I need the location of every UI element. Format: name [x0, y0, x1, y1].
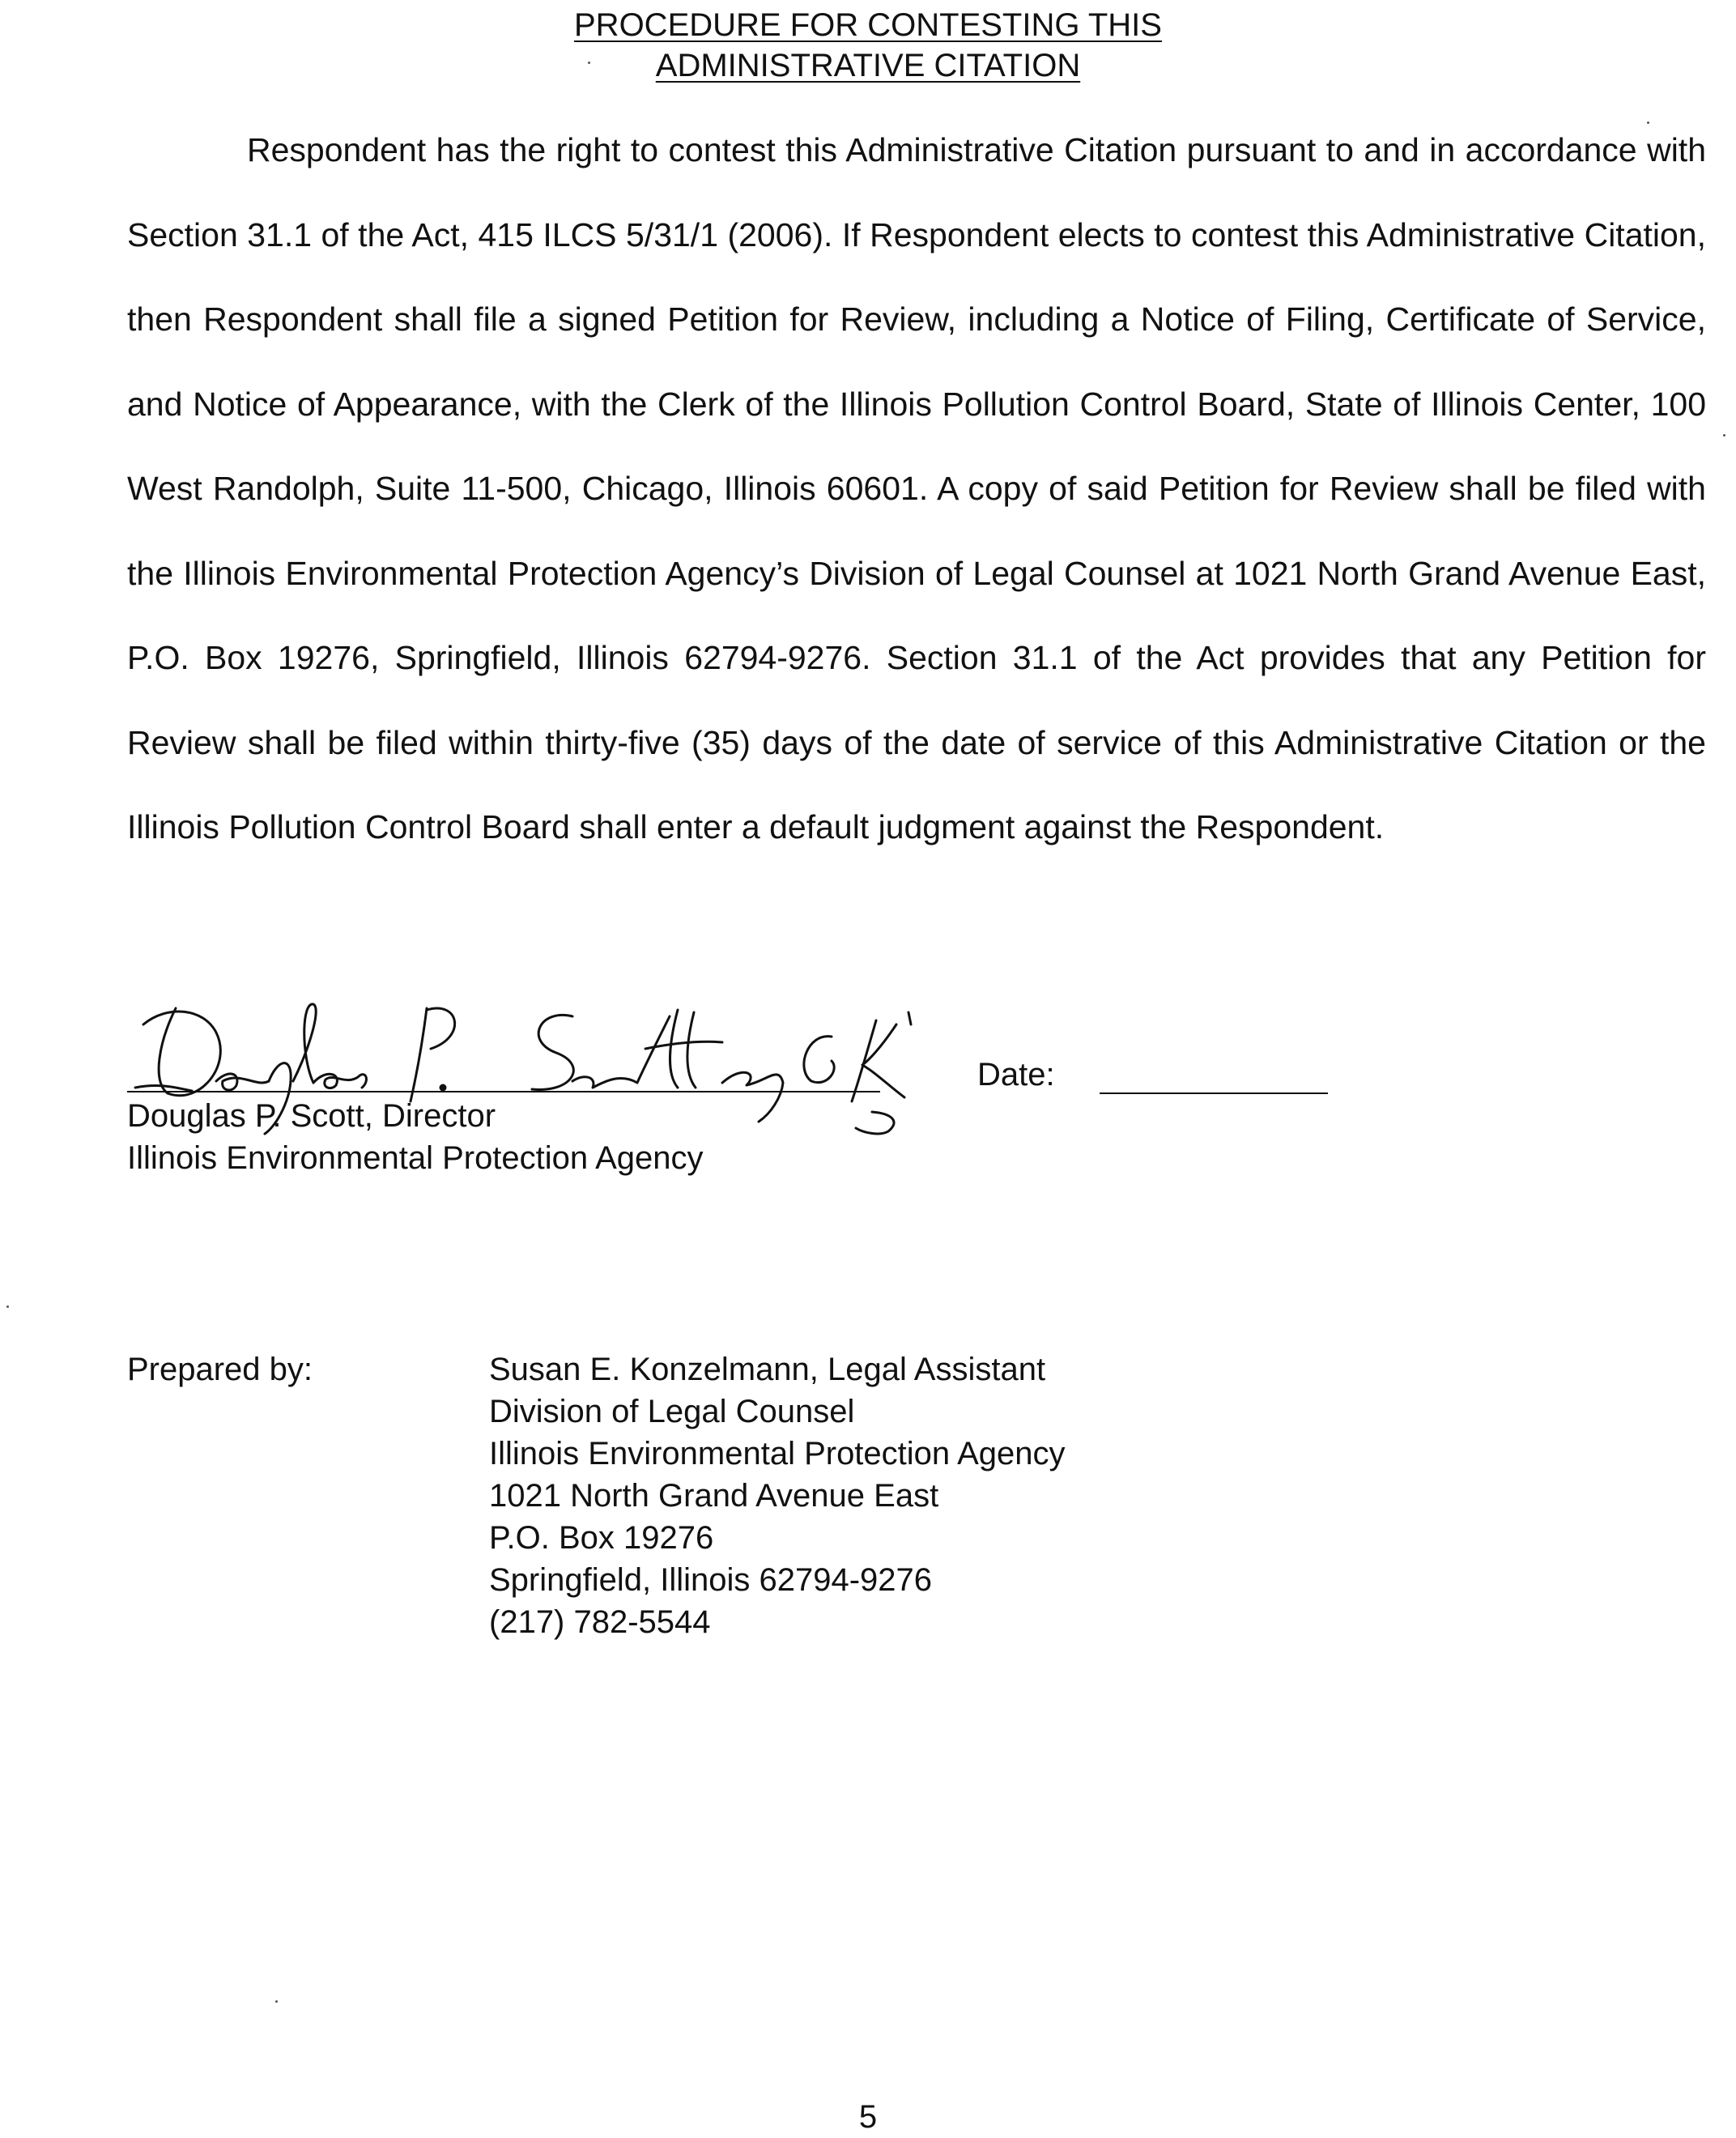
prepared-by-line: Susan E. Konzelmann, Legal Assistant	[489, 1352, 1046, 1387]
scan-speck	[1723, 434, 1725, 437]
signature-line	[127, 1091, 880, 1092]
scan-speck	[275, 2000, 278, 2003]
prepared-by-line: Springfield, Illinois 62794-9276	[489, 1562, 933, 1598]
page-number: 5	[858, 2099, 878, 2135]
prepared-by-label: Prepared by:	[127, 1352, 313, 1387]
prepared-by-line: Illinois Environmental Protection Agency	[489, 1436, 1066, 1471]
prepared-by-line: Division of Legal Counsel	[489, 1394, 855, 1429]
prepared-by-address	[489, 1348, 1065, 1643]
heading-line-1	[0, 5, 1736, 45]
heading-line-2	[0, 45, 1736, 86]
scan-speck	[588, 62, 590, 64]
heading-text-2: ADMINISTRATIVE CITATION	[655, 48, 1081, 83]
scan-speck	[6, 1305, 9, 1308]
body-paragraph: Respondent has the right to contest this Administrative Citation pursuant to and in accordance with Section 31.1 of the Act, 415 ILCS 5/31/1 (2006). If Respondent elects to contest this Administrative Citation, then Respondent shall file a signed Petition for Review, including a Notice of Filing, Certificate of Service, and Notice of Appearance, with the Clerk of the Illinois Pollution Control Board, State of Illinois Center, 100 West Randolph, Suite 11-500, Chicago, Illinois 60601. A copy of said Petition for Review shall be filed with the Illinois Environmental Protection Agency’s Division of Legal Counsel at 1021 North Grand Avenue East, P.O. Box 19276, Springfield, Illinois 62794-9276. Section 31.1 of the Act provides that any Petition for Review shall be filed within thirty-five (35) days of the date of service of this Administrative Citation or the Illinois Pollution Control Board shall enter a default judgment against the Respondent.	[127, 131, 1706, 845]
heading-text-1: PROCEDURE FOR CONTESTING THIS	[574, 7, 1162, 43]
signatory-name: Douglas P. Scott, Director	[127, 1098, 496, 1134]
date-blank-line	[1100, 1092, 1328, 1094]
date-label: Date:	[977, 1057, 1055, 1092]
signatory-organization: Illinois Environmental Protection Agency	[127, 1140, 704, 1176]
prepared-by-line: (217) 782-5544	[489, 1604, 711, 1640]
prepared-by-line: 1021 North Grand Avenue East	[489, 1478, 939, 1514]
signature-block	[127, 992, 937, 1195]
prepared-by-line: P.O. Box 19276	[489, 1520, 714, 1556]
scan-speck	[1647, 121, 1649, 124]
